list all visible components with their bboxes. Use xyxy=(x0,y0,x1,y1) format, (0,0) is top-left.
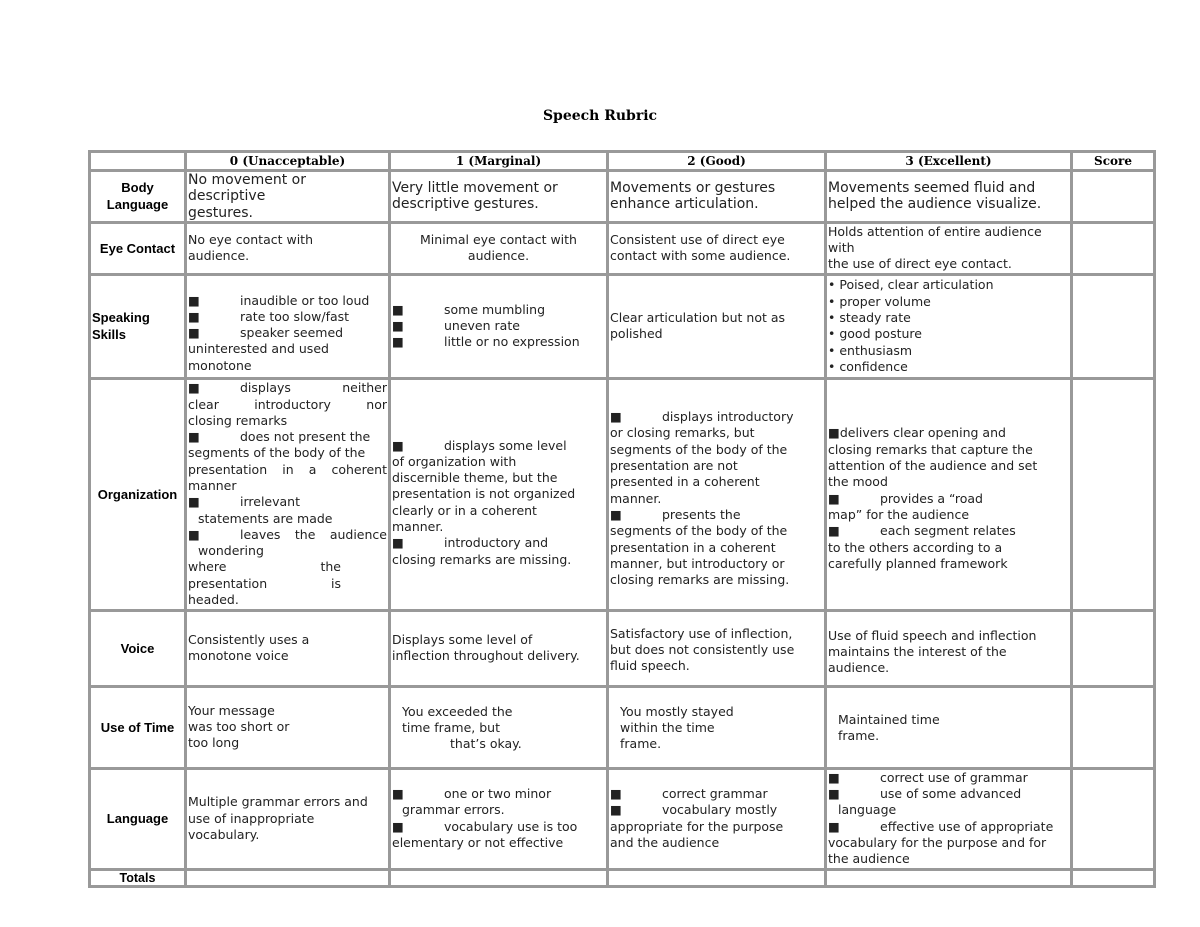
row-voice xyxy=(91,612,1156,688)
bullet-icon: ■ xyxy=(392,318,404,334)
row-eye-contact xyxy=(91,224,1156,276)
bullet-icon: ■ xyxy=(392,437,404,453)
cell-level-3: • Poised, clear articulation • proper volume • steady rate • good posture • enthusiasm • confidence xyxy=(827,276,1073,380)
totals-score-cell[interactable] xyxy=(1073,871,1156,888)
cell-level-3: Holds attention of entire audience with the use of direct eye contact. xyxy=(827,224,1073,276)
bullet-icon: ■ xyxy=(392,535,404,551)
cell-level-2: Clear articulation but not as polished xyxy=(609,276,827,380)
cell-level-1: Minimal eye contact with audience. xyxy=(391,224,609,276)
bullet-icon: ■ xyxy=(392,818,404,834)
totals-cell[interactable] xyxy=(187,871,391,888)
cell-level-2: ■ displays introductory or closing remarks, but segments of the body of the presentation are not presented in a coherent manner. ■ presents the segments of the body of the presentation in a coherent manner, but introductory or closing remarks are missing. xyxy=(609,380,827,612)
cell-level-1: ■ one or two minor grammar errors. ■ vocabulary use is too elementary or not effective xyxy=(391,770,609,871)
cell-level-2: Satisfactory use of inflection, but does not consistently use fluid speech. xyxy=(609,612,827,688)
bullet-icon: ■ xyxy=(188,325,200,341)
score-cell[interactable] xyxy=(1073,276,1156,380)
score-cell[interactable] xyxy=(1073,688,1156,770)
header-score: Score xyxy=(1073,153,1156,172)
row-body-language xyxy=(91,172,1156,224)
page-title: Speech Rubric xyxy=(542,108,658,124)
cell-level-2: You mostly stayed within the time frame. xyxy=(609,688,827,770)
bullet-icon: ■ xyxy=(188,292,200,308)
criterion-label: Organization xyxy=(91,380,187,612)
header-good: 2 (Good) xyxy=(609,153,827,172)
totals-cell[interactable] xyxy=(609,871,827,888)
score-cell[interactable] xyxy=(1073,172,1156,224)
score-cell[interactable] xyxy=(1073,380,1156,612)
bullet-icon: ■ xyxy=(392,301,404,317)
totals-cell[interactable] xyxy=(827,871,1073,888)
bullet-icon: ■ xyxy=(188,526,200,542)
bullet-icon: ■ xyxy=(828,769,840,785)
header-corner xyxy=(91,153,187,172)
cell-level-1: Displays some level of inflection throughout delivery. xyxy=(391,612,609,688)
bullet-icon: ■ xyxy=(188,494,200,510)
bullet-icon: ■ xyxy=(828,425,840,441)
totals-cell[interactable] xyxy=(391,871,609,888)
bullet-icon: ■ xyxy=(188,429,200,445)
cell-level-0: Multiple grammar errors and use of inappropriate vocabulary. xyxy=(187,770,391,871)
cell-level-0: ■ displays neither clear introductory nor closing remarks ■ does not present the segments of the body of the presentation in a coherent manner ■ irrelevant statements are made ■ leaves the audience wondering where the presentation is headed. xyxy=(187,380,391,612)
cell-level-0: No movement or descriptive gestures. xyxy=(187,172,391,224)
bullet-icon: ■ xyxy=(610,506,622,522)
bullet-icon: ■ xyxy=(610,802,622,818)
header-row xyxy=(91,153,1156,172)
score-cell[interactable] xyxy=(1073,612,1156,688)
cell-level-0: ■ inaudible or too loud ■ rate too slow/fast ■ speaker seemed uninterested and used monotone xyxy=(187,276,391,380)
criterion-label: Eye Contact xyxy=(91,224,187,276)
row-use-of-time xyxy=(91,688,1156,770)
criterion-label: Speaking Skills xyxy=(91,276,187,380)
bullet-icon: ■ xyxy=(610,409,622,425)
score-cell[interactable] xyxy=(1073,770,1156,871)
bullet-icon: ■ xyxy=(828,523,840,539)
header-marginal: 1 (Marginal) xyxy=(391,153,609,172)
cell-level-1: Very little movement or descriptive gestures. xyxy=(391,172,609,224)
cell-level-2: Movements or gestures enhance articulation. xyxy=(609,172,827,224)
header-excellent: 3 (Excellent) xyxy=(827,153,1073,172)
criterion-label: Body Language xyxy=(91,172,187,224)
cell-level-3: Maintained time frame. xyxy=(827,688,1073,770)
bullet-icon: ■ xyxy=(828,818,840,834)
criterion-label: Language xyxy=(91,770,187,871)
score-cell[interactable] xyxy=(1073,224,1156,276)
cell-level-3: Movements seemed fluid and helped the audience visualize. xyxy=(827,172,1073,224)
cell-level-2: Consistent use of direct eye contact with some audience. xyxy=(609,224,827,276)
totals-label: Totals xyxy=(91,871,187,888)
cell-level-3: ■ correct use of grammar ■ use of some advanced language ■ effective use of appropriate vocabulary for the purpose and for the audience xyxy=(827,770,1073,871)
bullet-icon: ■ xyxy=(392,334,404,350)
cell-level-1: ■ some mumbling ■ uneven rate ■ little or no expression xyxy=(391,276,609,380)
row-organization xyxy=(91,380,1156,612)
bullet-icon: ■ xyxy=(188,308,200,324)
bullet-icon: ■ xyxy=(392,786,404,802)
criterion-label: Voice xyxy=(91,612,187,688)
row-totals xyxy=(91,871,1156,888)
cell-level-1: ■ displays some level of organization with discernible theme, but the presentation is not organized clearly or in a coherent manner. ■ introductory and closing remarks are missing. xyxy=(391,380,609,612)
header-unacceptable: 0 (Unacceptable) xyxy=(187,153,391,172)
cell-level-0: Your message was too short or too long xyxy=(187,688,391,770)
row-language xyxy=(91,770,1156,871)
cell-level-0: Consistently uses a monotone voice xyxy=(187,612,391,688)
cell-level-3: Use of fluid speech and inflection maintains the interest of the audience. xyxy=(827,612,1073,688)
row-speaking-skills xyxy=(91,276,1156,380)
bullet-icon: ■ xyxy=(828,490,840,506)
bullet-icon: ■ xyxy=(610,786,622,802)
cell-level-3: ■delivers clear opening and closing remarks that capture the attention of the audience and set the mood ■ provides a “road map” for the audience ■ each segment relates to the others according to a carefully planned framework xyxy=(827,380,1073,612)
cell-level-0: No eye contact with audience. xyxy=(187,224,391,276)
bullet-icon: ■ xyxy=(828,786,840,802)
cell-level-2: ■ correct grammar ■ vocabulary mostly appropriate for the purpose and the audience xyxy=(609,770,827,871)
rubric-table xyxy=(88,150,1156,888)
criterion-label: Use of Time xyxy=(91,688,187,770)
bullet-icon: ■ xyxy=(188,380,200,396)
cell-level-1: You exceeded the time frame, but that’s okay. xyxy=(391,688,609,770)
